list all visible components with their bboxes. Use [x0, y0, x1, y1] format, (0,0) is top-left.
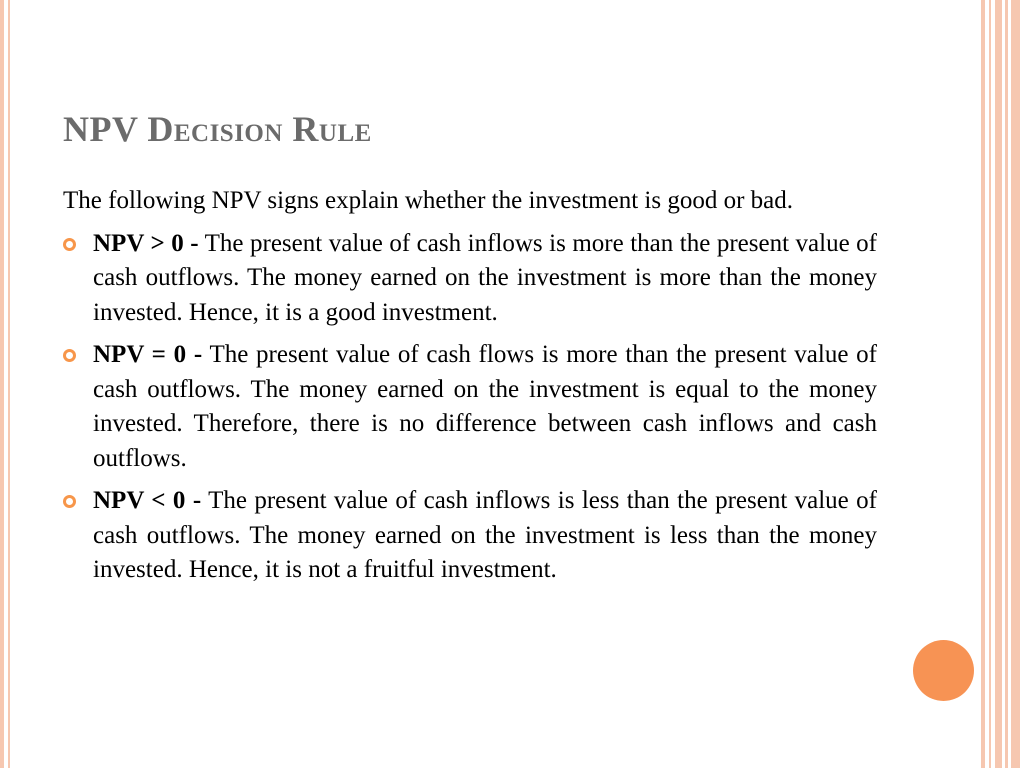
bullet-npv-zero — [63, 338, 877, 476]
slide-title: NPV Decision Rule — [63, 109, 372, 149]
circle-bullet-icon — [63, 495, 76, 508]
circle-bullet-icon — [63, 238, 76, 251]
left-border-stripe — [0, 0, 4, 768]
bullet-text: The present value of cash inflows is more than the present value of cash outflows. The money earned on the investment is more than the money invested. Hence, it is a good investment. — [93, 229, 877, 326]
bullet-text: The present value of cash inflows is less than the present value of cash outflows. The money earned on the investment is less than the money invested. Hence, it is not a fruitful investment. — [93, 487, 877, 583]
bullet-term: NPV > 0 - — [93, 229, 199, 257]
bullet-term: NPV < 0 - — [93, 487, 202, 514]
intro-paragraph: The following NPV signs explain whether the investment is good or bad. — [63, 187, 793, 214]
right-border-stripe — [995, 0, 1002, 768]
right-border-stripe — [989, 0, 991, 768]
right-border-stripe — [981, 0, 985, 768]
bullet-term: NPV = 0 - — [93, 341, 203, 368]
right-border-stripe — [1011, 0, 1020, 768]
right-border-stripe — [1005, 0, 1008, 768]
left-border-stripe — [8, 0, 10, 768]
circle-bullet-icon — [63, 349, 76, 362]
bullet-text: The present value of cash flows is more than the present value of cash outflows. The money earned on the investment is equal to the money invested. Therefore, there is no difference between cash inflows and cash outflows. — [93, 341, 877, 472]
decorative-orange-circle — [913, 640, 974, 701]
bullet-npv-positive — [63, 227, 877, 331]
slide-body — [63, 184, 877, 596]
bullet-npv-negative — [63, 484, 877, 588]
